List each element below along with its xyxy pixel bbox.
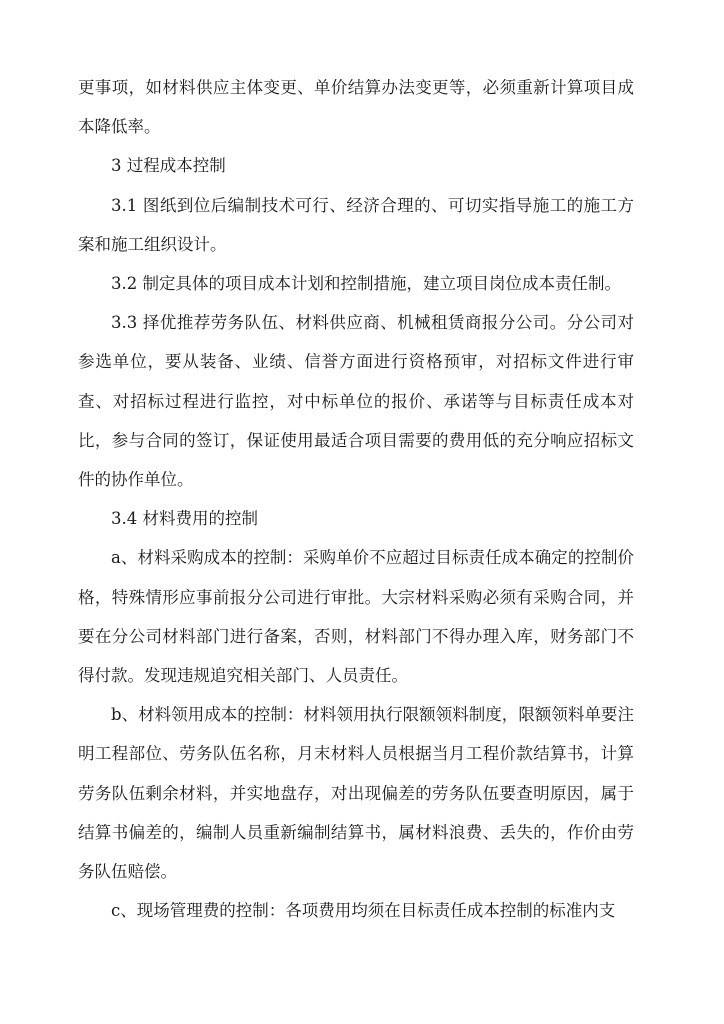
document-body: [78, 68, 634, 930]
paragraph-item-a: a、材料采购成本的控制：采购单价不应超过目标责任成本确定的控制价格，特殊情形应事前报分公司进行审批。大宗材料采购必须有采购合同，并要在分公司材料部门进行备案，否则，材料部门不得办理入库，财务部门不得付款。发现违规追究相关部门、人员责任。: [78, 548, 634, 686]
paragraph-item-c: c、现场管理费的控制：各项费用均须在目标责任成本控制的标准内支: [111, 901, 616, 921]
paragraph-3-1: 3.1 图纸到位后编制技术可行、经济合理的、可切实指导施工的施工方案和施工组织设计。: [78, 195, 634, 254]
section-heading-process-cost-control: 3 过程成本控制: [111, 156, 226, 176]
paragraph-item-b: b、材料领用成本的控制：材料领用执行限额领料制度，限额领料单要注明工程部位、劳务队伍名称，月末材料人员根据当月工程价款结算书，计算劳务队伍剩余材料，并实地盘存，对出现偏差的劳务队伍要查明原因，属于结算书偏差的，编制人员重新编制结算书，属材料浪费、丢失的，作价由劳务队伍赔偿。: [78, 705, 634, 882]
section-heading-material-cost-control: 3.4 材料费用的控制: [111, 509, 258, 529]
paragraph-continuation: 更事项，如材料供应主体变更、单价结算办法变更等，必须重新计算项目成本降低率。: [78, 78, 634, 137]
paragraph-3-2: 3.2 制定具体的项目成本计划和控制措施，建立项目岗位成本责任制。: [111, 274, 621, 294]
paragraph-3-3: 3.3 择优推荐劳务队伍、材料供应商、机械租赁商报分公司。分公司对参选单位，要从装备、业绩、信誉方面进行资格预审，对招标文件进行审查、对招标过程进行监控，对中标单位的报价、承诺等与目标责任成本对比，参与合同的签订，保证使用最适合项目需要的费用低的充分响应招标文件的协作单位。: [78, 313, 634, 490]
